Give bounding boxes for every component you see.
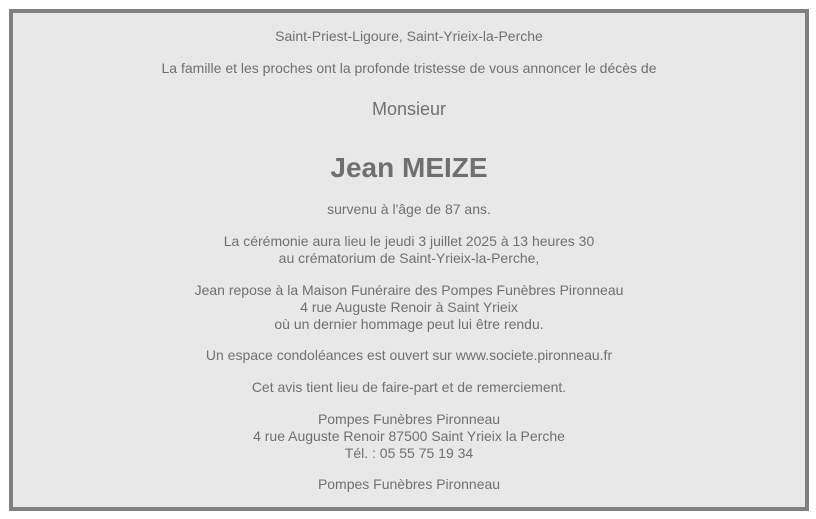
ceremony-line-2: au crématorium de Saint-Yrieix-la-Perche, — [278, 250, 540, 266]
funeral-home-name: Pompes Funèbres Pironneau — [317, 411, 501, 427]
rest-line-1: Jean repose à la Maison Funéraire des Pompes Funèbres Pironneau — [194, 282, 624, 298]
ceremony-line-1: La cérémonie aura lieu le jeudi 3 juillet 2025 à 13 heures 30 — [223, 233, 595, 249]
funeral-home-address: 4 rue Auguste Renoir 87500 Saint Yrieix la Perche — [253, 428, 565, 444]
notice-line: Cet avis tient lieu de faire-part et de remerciement. — [251, 379, 567, 395]
rest-line-3: où un dernier hommage peut lui être rendu. — [274, 316, 544, 332]
rest-line-2: 4 rue Auguste Renoir à Saint Yrieix — [300, 299, 518, 315]
funeral-home-phone: Tél. : 05 55 75 19 34 — [344, 445, 474, 461]
age-line: survenu à l'âge de 87 ans. — [327, 201, 491, 217]
location-line: Saint-Priest-Ligoure, Saint-Yrieix-la-Perche — [275, 28, 543, 44]
obituary-notice — [9, 9, 809, 511]
condolences-line: Un espace condoléances est ouvert sur www.societe.pironneau.fr — [205, 347, 613, 363]
announcement-line: La famille et les proches ont la profonde tristesse de vous annoncer le décès de — [161, 60, 657, 76]
honorific-title: Monsieur — [371, 99, 447, 119]
signature-line: Pompes Funèbres Pironneau — [317, 476, 501, 492]
deceased-name: Jean MEIZE — [330, 152, 488, 183]
